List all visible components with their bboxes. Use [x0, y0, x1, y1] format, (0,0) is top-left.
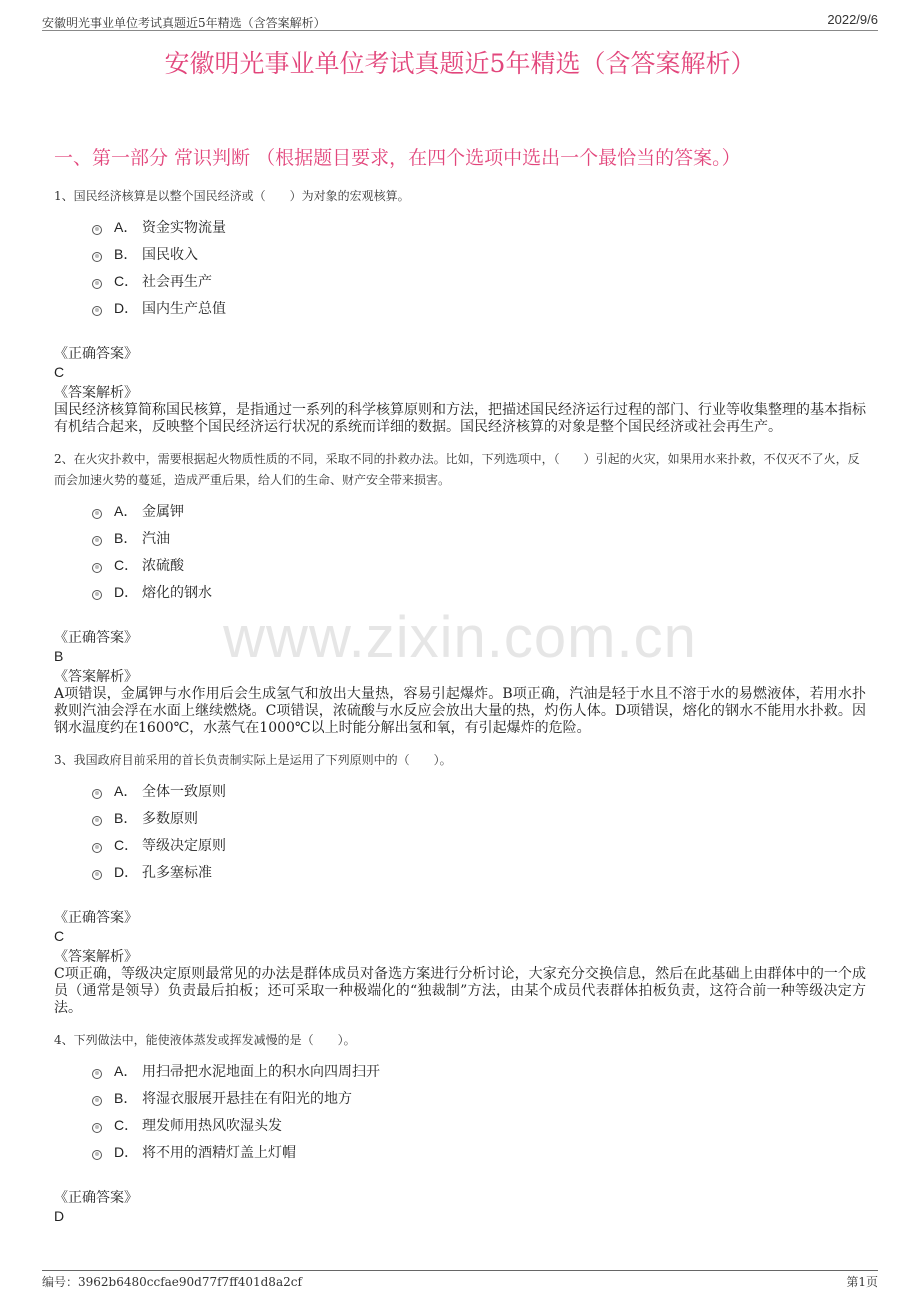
option-c[interactable]: C． 理发师用热风吹湿头发 [92, 1111, 866, 1138]
answer-label: 《正确答案》 [54, 630, 138, 646]
question-2 [54, 449, 866, 737]
answer-value: B [54, 648, 64, 664]
option-c[interactable]: C． 社会再生产 [92, 267, 866, 294]
page-header [42, 12, 878, 31]
radio-button-icon[interactable] [92, 279, 102, 289]
question-text: 1、国民经济核算是以整个国民经济或（ ）为对象的宏观核算。 [54, 189, 410, 203]
radio-button-icon[interactable] [92, 816, 102, 826]
option-b[interactable]: B． 多数原则 [92, 804, 866, 831]
option-group [92, 1057, 866, 1165]
radio-button-icon[interactable] [92, 252, 102, 262]
option-c[interactable]: C． 等级决定原则 [92, 831, 866, 858]
question-text: 4、下列做法中，能使液体蒸发或挥发减慢的是（ ）。 [54, 1033, 356, 1047]
answer-label: 《正确答案》 [54, 910, 138, 926]
radio-button-icon[interactable] [92, 1123, 102, 1133]
explanation-text: C项正确，等级决定原则最常见的办法是群体成员对备选方案进行分析讨论，大家充分交换信息，然后在此基础上由群体中的一个成员（通常是领导）负责最后拍板；还可采取一种极端化的“独裁制”方法，由某个成员代表群体拍板负责，这符合前一种等级决定方法。 [54, 966, 866, 1016]
explanation-label: 《答案解析》 [54, 949, 138, 965]
option-b[interactable]: B． 将湿衣服展开悬挂在有阳光的地方 [92, 1084, 866, 1111]
radio-button-icon[interactable] [92, 1150, 102, 1160]
option-a[interactable]: A． 金属钾 [92, 497, 866, 524]
radio-button-icon[interactable] [92, 870, 102, 880]
document-code: 编号：3962b6480ccfae90d77f7ff401d8a2cf [42, 1275, 302, 1289]
option-d[interactable]: D． 将不用的酒精灯盖上灯帽 [92, 1138, 866, 1165]
option-a[interactable]: A． 用扫帚把水泥地面上的积水向四周扫开 [92, 1057, 866, 1084]
explanation-text: 国民经济核算简称国民核算，是指通过一系列的科学核算原则和方法，把描述国民经济运行过程的部门、行业等收集整理的基本指标有机结合起来，反映整个国民经济运行状况的系统而详细的数据。国民经济核算的对象是整个国民经济或社会再生产。 [54, 402, 866, 435]
option-d[interactable]: D． 孔多塞标准 [92, 858, 866, 885]
option-group [92, 497, 866, 605]
radio-button-icon[interactable] [92, 536, 102, 546]
radio-button-icon[interactable] [92, 225, 102, 235]
radio-button-icon[interactable] [92, 306, 102, 316]
radio-button-icon[interactable] [92, 1069, 102, 1079]
option-d[interactable]: D． 国内生产总值 [92, 294, 866, 321]
option-c[interactable]: C． 浓硫酸 [92, 551, 866, 578]
option-b[interactable]: B． 国民收入 [92, 240, 866, 267]
radio-button-icon[interactable] [92, 590, 102, 600]
question-text: 3、我国政府目前采用的首长负责制实际上是运用了下列原则中的（ ）。 [54, 753, 452, 767]
option-a[interactable]: A． 全体一致原则 [92, 777, 866, 804]
answer-value: D [54, 1208, 65, 1224]
header-date: 2022/9/6 [827, 12, 878, 27]
page-footer [42, 1270, 878, 1291]
question-1 [54, 186, 866, 436]
explanation-text: A项错误，金属钾与水作用后会生成氢气和放出大量热，容易引起爆炸。B项正确，汽油是轻于水且不溶于水的易燃液体，若用水扑救则汽油会浮在水面上继续燃烧。C项错误，浓硫酸与水反应会放出大量的热，灼伤人体。D项错误，熔化的钢水不能用水扑救。因钢水温度约在1600℃，水蒸气在1000℃以上时能分解出氢和氧，有引起爆炸的危险。 [54, 686, 866, 736]
radio-button-icon[interactable] [92, 1096, 102, 1106]
answer-value: C [54, 928, 65, 944]
explanation-label: 《答案解析》 [54, 385, 138, 401]
radio-button-icon[interactable] [92, 563, 102, 573]
radio-button-icon[interactable] [92, 789, 102, 799]
answer-value: C [54, 364, 65, 380]
answer-label: 《正确答案》 [54, 346, 138, 362]
page-number: 第1页 [846, 1275, 878, 1289]
answer-label: 《正确答案》 [54, 1190, 138, 1206]
option-group [92, 213, 866, 321]
radio-button-icon[interactable] [92, 509, 102, 519]
document-title: 安徽明光事业单位考试真题近5年精选（含答案解析） [164, 49, 756, 78]
question-3 [54, 750, 866, 1017]
watermark: www.zixin.com.cn [223, 605, 697, 670]
explanation-label: 《答案解析》 [54, 669, 138, 685]
option-d[interactable]: D． 熔化的钢水 [92, 578, 866, 605]
section-heading: 一、第一部分 常识判断 （根据题目要求，在四个选项中选出一个最恰当的答案。） [54, 147, 741, 169]
question-list [54, 186, 866, 1225]
option-b[interactable]: B． 汽油 [92, 524, 866, 551]
radio-button-icon[interactable] [92, 843, 102, 853]
header-doc-title: 安徽明光事业单位考试真题近5年精选（含答案解析） [42, 16, 326, 30]
option-group [92, 777, 866, 885]
option-a[interactable]: A． 资金实物流量 [92, 213, 866, 240]
question-text: 2、在火灾扑救中，需要根据起火物质性质的不同，采取不同的扑救办法。比如，下列选项中，（ ）引起的火灾，如果用水来扑救，不仅灭不了火，反而会加速火势的蔓延，造成严重后果，给人们的生命、财产安全带来损害。 [54, 452, 860, 487]
question-4 [54, 1030, 866, 1225]
